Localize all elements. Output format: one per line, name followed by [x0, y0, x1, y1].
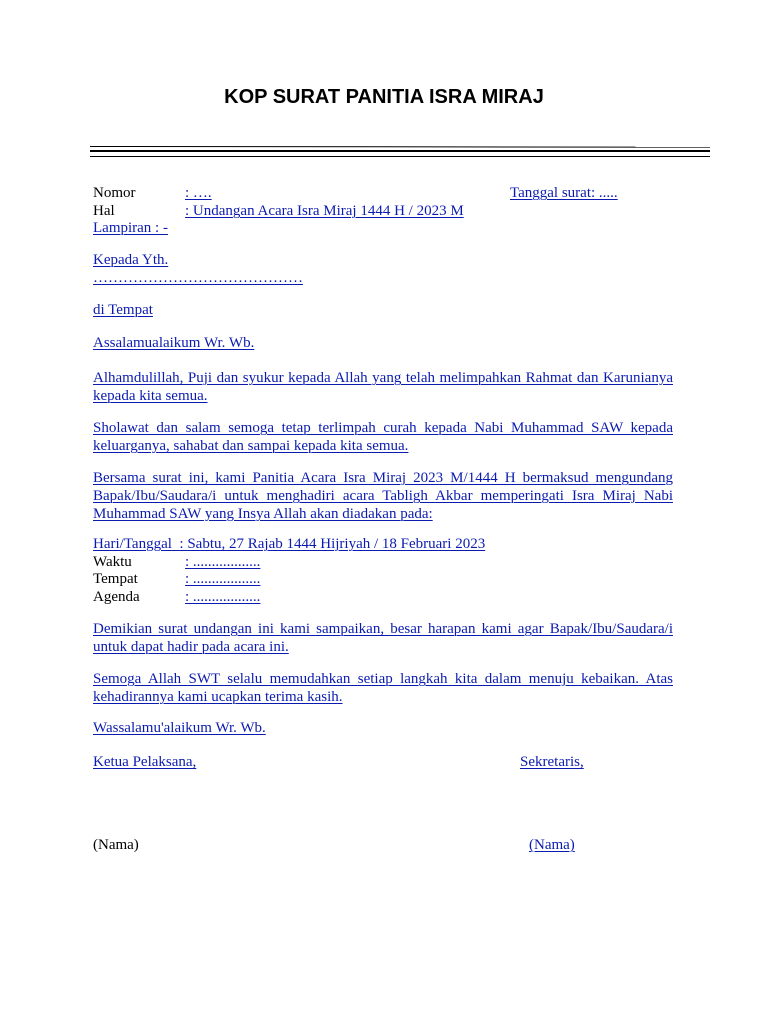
- paragraph-5: Semoga Allah SWT selalu memudahkan setiap langkah kita dalam menuju kebaikan. Atas kehadirannya kami ucapkan terima kasih.: [93, 671, 673, 705]
- recipient-dots: ……………………………………: [93, 270, 303, 286]
- salam-penutup: Wassalamu'alaikum Wr. Wb.: [93, 720, 266, 736]
- header-rule-top: [90, 146, 710, 148]
- agenda-label: Agenda: [93, 589, 140, 605]
- event-hari-row: [93, 536, 485, 553]
- sekretaris-label: Sekretaris,: [520, 754, 584, 770]
- salam-pembuka: Assalamualaikum Wr. Wb.: [93, 335, 255, 351]
- letterhead-title: KOP SURAT PANITIA ISRA MIRAJ: [224, 86, 544, 108]
- paragraph-3: Bersama surat ini, kami Panitia Acara Isra Miraj 2023 M/1444 H bermaksud mengundang Bapak/Ibu/Saudara/i untuk menghadiri acara Tabligh Akbar memperingati Isra Miraj Nabi Muhammad SAW yang Insya Allah akan diadakan pada:: [93, 470, 673, 522]
- paragraph-4: Demikian surat undangan ini kami sampaikan, besar harapan kami agar Bapak/Ibu/Saudara/i untuk dapat hadir pada acara ini.: [93, 621, 673, 655]
- tempat-label: Tempat: [93, 571, 138, 587]
- lampiran: Lampiran : -: [93, 220, 168, 236]
- agenda-value: : ..................: [185, 589, 261, 605]
- kepada-yth: Kepada Yth.: [93, 252, 169, 268]
- paragraph-2: Sholawat dan salam semoga tetap terlimpah curah kepada Nabi Muhammad SAW kepada keluarganya, sahabat dan sampai kepada kita semua.: [93, 420, 673, 454]
- hal-value: : Undangan Acara Isra Miraj 1444 H / 2023 M: [185, 203, 464, 219]
- nomor-label: Nomor: [93, 185, 136, 201]
- hari-label: Hari/Tanggal: [93, 536, 172, 552]
- waktu-value: : ..................: [185, 554, 261, 570]
- nama-sekretaris: (Nama): [529, 837, 575, 853]
- nama-ketua: (Nama): [93, 837, 139, 853]
- ketua-pelaksana-label: Ketua Pelaksana,: [93, 754, 197, 770]
- tanggal-surat: Tanggal surat: .....: [510, 185, 618, 201]
- nomor-value: : ….: [185, 185, 212, 201]
- header-rule-bottom: [90, 156, 710, 157]
- di-tempat: di Tempat: [93, 302, 153, 318]
- header-rule-middle: [90, 150, 710, 152]
- hal-label: Hal: [93, 203, 115, 219]
- hari-value: : Sabtu, 27 Rajab 1444 Hijriyah / 18 Februari 2023: [179, 536, 486, 552]
- paragraph-1: Alhamdulillah, Puji dan syukur kepada Allah yang telah melimpahkan Rahmat dan Karunianya kepada kita semua.: [93, 370, 673, 404]
- waktu-label: Waktu: [93, 554, 132, 570]
- tempat-value: : ..................: [185, 571, 261, 587]
